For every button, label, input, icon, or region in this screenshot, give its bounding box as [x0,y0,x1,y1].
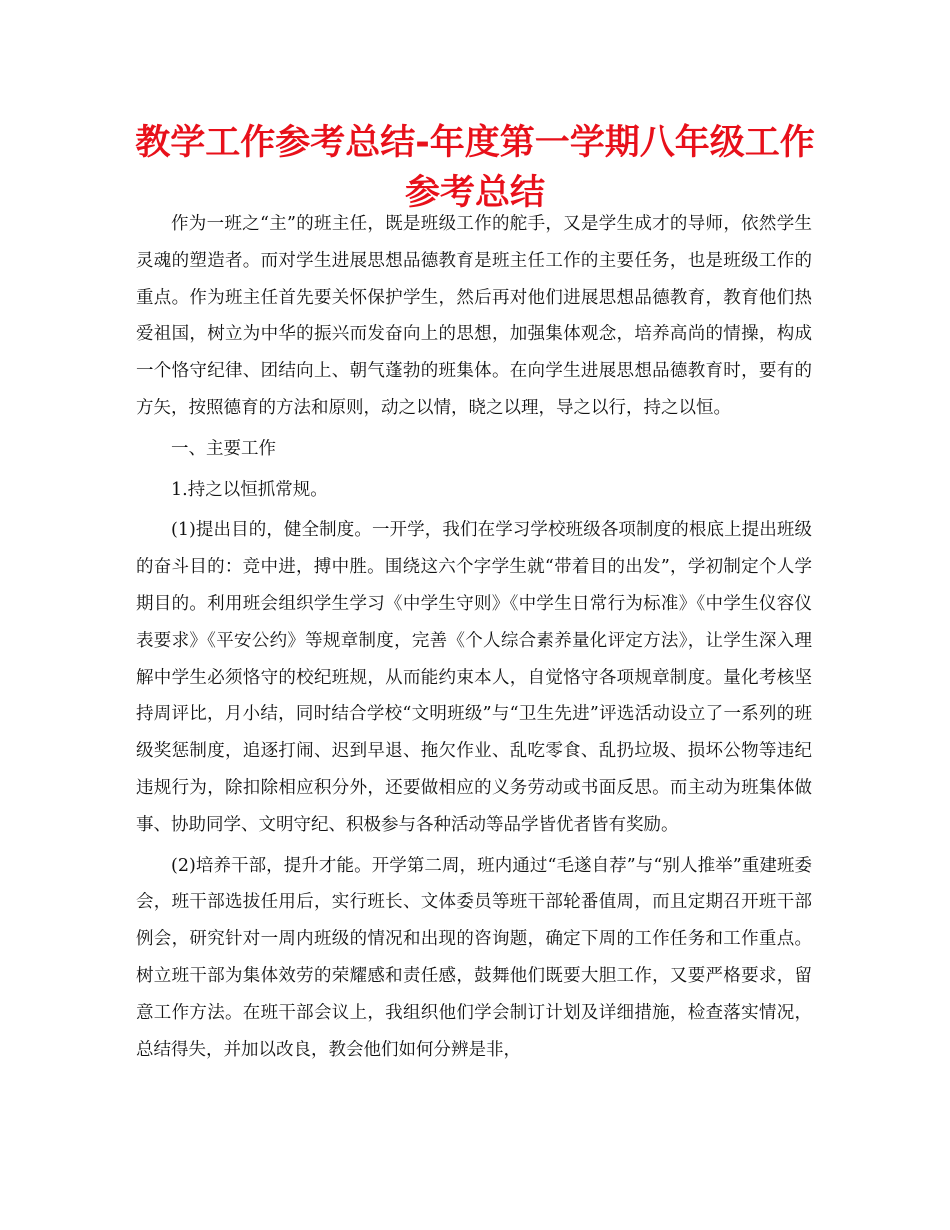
document-title: 教学工作参考总结-年度第一学期八年级工作参考总结 [135,123,815,213]
item-paragraph-2: (2)培养干部，提升才能。开学第二周，班内通过“毛遂自荐”与“别人推举”重建班委会，班干部选拔任用后，实行班长、文体委员等班干部轮番值周，而且定期召开班干部例会，研究针对一周内班级的情况和出现的咨询题，确定下周的工作任务和工作重点。树立班干部为集体效劳的荣耀感和责任感，鼓舞他们既要大胆工作，又要严格要求，留意工作方法。在班干部会议上，我组织他们学会制订计划及详细措施，检查落实情况，总结得失，并加以改良，教会他们如何分辨是非， [136,855,812,1060]
intro-paragraph: 作为一班之“主”的班主任，既是班级工作的舵手，又是学生成才的导师，依然学生灵魂的塑造者。而对学生进展思想品德教育是班主任工作的主要任务，也是班级工作的重点。作为班主任首先要关怀保护学生，然后再对他们进展思想品德教育，教育他们热爱祖国，树立为中华的振兴而发奋向上的思想，加强集体观念，培养高尚的情操，构成一个恪守纪律、团结向上、朝气蓬勃的班集体。在向学生进展思想品德教育时，要有的方矢，按照德育的方法和原则，动之以情，晓之以理，导之以行，持之以恒。 [136,214,812,418]
document-body [136,206,812,1068]
section-heading: 一、主要工作 [171,438,276,459]
subsection-heading: 1.持之以恒抓常规。 [171,479,328,500]
item-paragraph-1: (1)提出目的，健全制度。一开学，我们在学习学校班级各项制度的根底上提出班级的奋斗目的：竞中进，搏中胜。围绕这六个字学生就“带着目的出发”，学初制定个人学期目的。利用班会组织学生学习《中学生守则》《中学生日常行为标准》《中学生仪容仪表要求》《平安公约》等规章制度，完善《个人综合素养量化评定方法》，让学生深入理解中学生必须恪守的校纪班规，从而能约束本人，自觉恪守各项规章制度。量化考核坚持周评比，月小结，同时结合学校“文明班级”与“卫生先进”评选活动设立了一系列的班级奖惩制度，追逐打闹、迟到早退、拖欠作业、乱吃零食、乱扔垃圾、损坏公物等违纪违规行为，除扣除相应积分外，还要做相应的义务劳动或书面反思。而主动为班集体做事、协助同学、文明守纪、积极参与各种活动等品学皆优者皆有奖励。 [136,520,812,835]
